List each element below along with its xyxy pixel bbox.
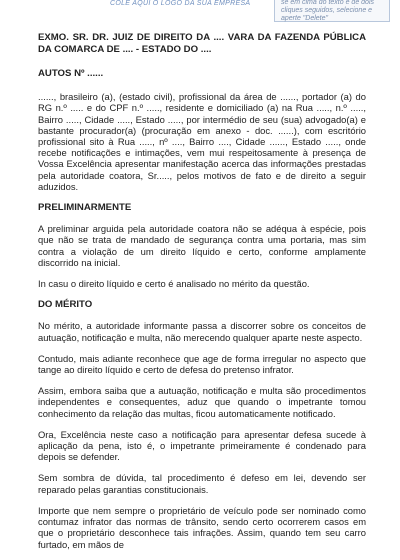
- merito-paragraph-5: Sem sombra de dúvida, tal procedimento é defeso em lei, devendo ser reparado pelas garantias constitucionais.: [38, 472, 366, 495]
- merito-paragraph-2: Contudo, mais adiante reconhece que age de forma irregular no aspecto que tange ao direito líquido e certo de defesa do pretenso infrator.: [38, 352, 366, 376]
- logo-placeholder[interactable]: COLE AQUI O LOGO DA SUA EMPRESA: [110, 0, 251, 7]
- preliminar-paragraph-2: In casu o direito líquido e certo é analisado no mérito da questão.: [38, 278, 310, 290]
- case-number: AUTOS Nº ......: [38, 68, 104, 79]
- document-body: [38, 32, 366, 560]
- document-title: EXMO. SR. DR. JUIZ DE DIREITO DA .... VARA DA FAZENDA PÚBLICA DA COMARCA DE .... - ESTADO DO ....: [38, 32, 366, 55]
- merito-paragraph-3: Assim, embora saiba que a autuação, notificação e multa são procedimentos independentes e consequentes, aduz que quando o impetrante tomou conhecimento da relação das multas, ficou automaticamente notificado.: [38, 385, 366, 419]
- merito-paragraph-4: Ora, Excelência neste caso a notificação para apresentar defesa sucede à aplicação da pena, isto é, o impetrante primeiramente é condenado para depois se defender.: [38, 428, 366, 463]
- section-heading-preliminar: PRELIMINARMENTE: [38, 202, 132, 214]
- section-heading-merito: DO MÉRITO: [38, 299, 93, 311]
- preliminar-paragraph-1: A preliminar arguida pela autoridade coatora não se adéqua à espécie, pois que não se trata de mandado de segurança contra uma portaria, mas sim contra a violação de um direito líquido e certo, conforme amplamente discorrido na inicial.: [38, 223, 366, 268]
- merito-paragraph-1: No mérito, a autoridade informante passa a discorrer sobre os conceitos de autuação, notificação e multa, não merecendo qualquer aparte neste aspecto.: [38, 320, 366, 343]
- merito-paragraph-6: Importe que nem sempre o proprietário de veículo pode ser nominado como contumaz infrator das normas de trânsito, sendo certo ocorrerem casos em que o proprietário desconhece tais infrações. Assim, quando tem seu carro furtado, em mãos de: [38, 504, 366, 550]
- instruction-note: se em cima do texto e dê dois cliques seguidos, selecione e aperte "Delete": [274, 0, 390, 22]
- intro-paragraph: ......, brasileiro (a), (estado civil), profissional da área de ......, portador (a) do RG n.º ..... e do CPF n.º ....., residente e domiciliado (a) na Rua ....., n.º ....., Bairro ....., Cidade ....., Estado ....., por intermédio de seu (sua) advogado(a) e bastante procurador(a) (procuração em anexo - doc. ......), com escritório profissional sito à Rua ....., nº ...., Bairro ...., Cidade ......, Estado ....., onde recebe notificações e intimações, vem mui respeitosamente à presença de Vossa Excelência apresentar manifestação acerca das informações prestadas pela autoridade coatora, Sr....., pelos motivos de fato e de direito a seguir aduzidos.: [38, 91, 366, 192]
